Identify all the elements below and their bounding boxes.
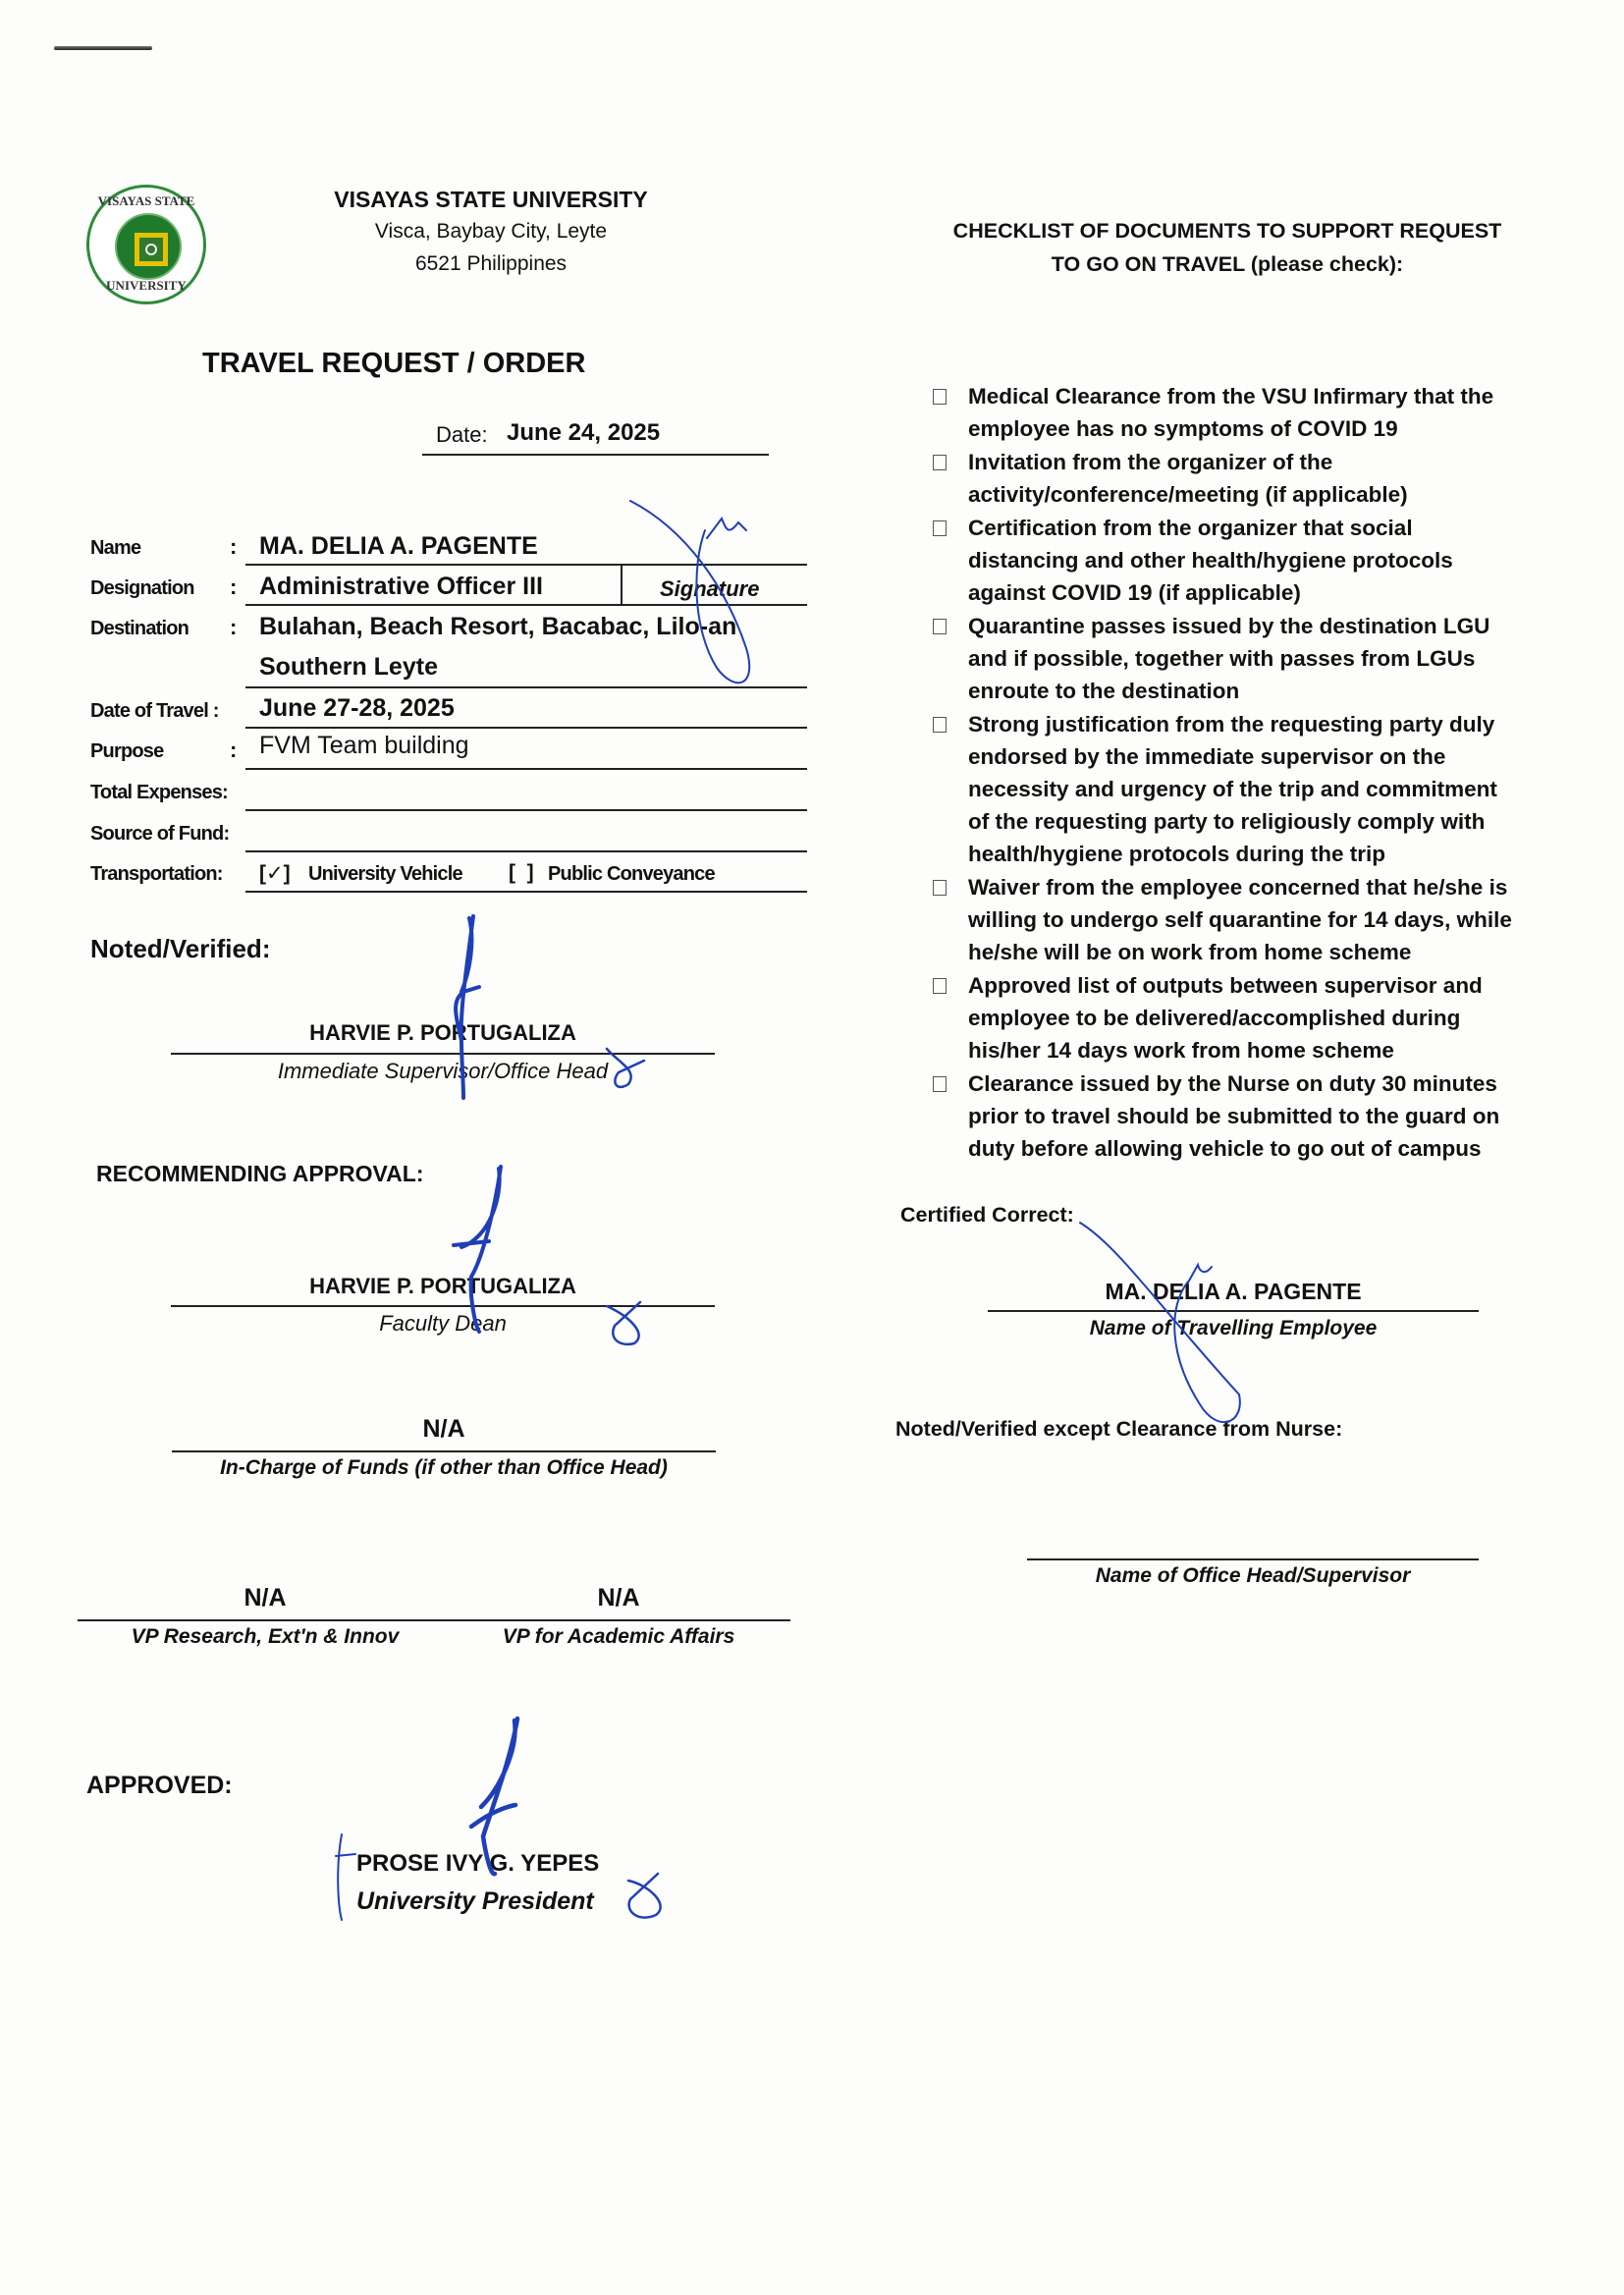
checklist-item-line: Quarantine passes issued by the destination LGU: [968, 614, 1490, 638]
logo-bottom-text: UNIVERSITY: [106, 278, 187, 293]
certified-employee-title: Name of Travelling Employee: [1089, 1317, 1378, 1339]
colon: :: [230, 738, 238, 762]
date-of-travel-label: Date of Travel :: [90, 700, 219, 722]
checklist-item: [968, 1067, 1557, 1165]
checklist-item: [968, 446, 1557, 511]
checklist-checkbox[interactable]: [933, 880, 947, 896]
checklist-item-line: activity/conference/meeting (if applicable): [968, 482, 1408, 507]
vp-research-title: VP Research, Ext'n & Innov: [131, 1625, 400, 1648]
total-expenses-label: Total Expenses:: [90, 782, 228, 803]
checklist-item: [968, 610, 1557, 707]
colon: :: [230, 574, 238, 599]
public-conveyance-checkbox[interactable]: [ ]: [509, 861, 534, 884]
checklist-item: [968, 871, 1557, 968]
checklist-item-line: Clearance issued by the Nurse on duty 30 minutes: [968, 1071, 1497, 1096]
purpose-underline: [245, 768, 807, 770]
staple-mark: [54, 46, 152, 50]
checklist-item: [968, 969, 1557, 1066]
checklist-title-line-1: CHECKLIST OF DOCUMENTS TO SUPPORT REQUEST: [952, 219, 1502, 243]
purpose-field[interactable]: FVM Team building: [259, 732, 469, 759]
checklist-item-line: he/she will be on work from home scheme: [968, 940, 1412, 964]
designation-underline: [245, 604, 807, 606]
designation-label: Designation: [90, 577, 194, 599]
logo-top-text: VISAYAS STATE: [97, 193, 195, 208]
office-head-title: Name of Office Head/Supervisor: [1095, 1564, 1411, 1587]
funds-signature-line: [172, 1450, 716, 1452]
logo-emblem-icon: [135, 233, 168, 266]
noted-signatory-title: Immediate Supervisor/Office Head: [277, 1059, 609, 1083]
checklist-item-line: endorsed by the immediate supervisor on the: [968, 744, 1446, 769]
university-vehicle-checkbox[interactable]: [✓]: [259, 862, 291, 885]
destination-field-line-2[interactable]: Southern Leyte: [259, 653, 438, 681]
president-initial-mark: [336, 1834, 355, 1920]
transportation-label: Transportation:: [90, 863, 223, 885]
university-vehicle-label: University Vehicle: [308, 863, 462, 885]
destination-label: Destination: [90, 618, 189, 639]
recommending-signatory-title: Faculty Dean: [379, 1311, 507, 1336]
checklist-item-line: necessity and urgency of the trip and commitment: [968, 777, 1497, 801]
name-field[interactable]: MA. DELIA A. PAGENTE: [259, 532, 538, 560]
date-value[interactable]: June 24, 2025: [507, 419, 661, 446]
date-of-travel-field[interactable]: June 27-28, 2025: [259, 694, 455, 722]
checklist-item-line: Certification from the organizer that social: [968, 516, 1413, 540]
noted-signature-line: [171, 1053, 715, 1055]
recommending-signatory-name: HARVIE P. PORTUGALIZA: [309, 1274, 576, 1298]
public-conveyance-label: Public Conveyance: [548, 863, 715, 885]
checklist-checkbox[interactable]: [933, 389, 947, 405]
checklist-item-line: Invitation from the organizer of the: [968, 450, 1333, 474]
vp-research-name: N/A: [244, 1584, 287, 1612]
office-head-signature-line: [1027, 1558, 1479, 1560]
checklist-item-line: employee to be delivered/accomplished during: [968, 1006, 1461, 1030]
checklist-item-line: Approved list of outputs between supervisor and: [968, 973, 1483, 998]
university-seal-logo: [86, 185, 206, 304]
checklist-item-line: willing to undergo self quarantine for 14 days, while: [968, 907, 1512, 932]
certified-correct-heading: Certified Correct:: [900, 1203, 1074, 1227]
checklist-checkbox[interactable]: [933, 978, 947, 994]
source-of-fund-underline: [245, 850, 807, 852]
vp-signature-line: [78, 1619, 790, 1621]
checklist-item-line: health/hygiene protocols during the trip: [968, 842, 1386, 866]
recommending-approval-heading: RECOMMENDING APPROVAL:: [96, 1161, 424, 1186]
name-label: Name: [90, 537, 141, 559]
university-name: VISAYAS STATE UNIVERSITY: [334, 187, 648, 212]
checklist-item-line: his/her 14 days work from home scheme: [968, 1038, 1394, 1063]
checklist-item-line: duty before allowing vehicle to go out of campus: [968, 1136, 1482, 1161]
funds-signatory-name: N/A: [422, 1415, 465, 1443]
checklist-item-line: against COVID 19 (if applicable): [968, 580, 1301, 605]
approved-heading: APPROVED:: [86, 1772, 233, 1799]
checklist-checkbox[interactable]: [933, 717, 947, 733]
checklist-checkbox[interactable]: [933, 619, 947, 634]
destination-field-line-1[interactable]: Bulahan, Beach Resort, Bacabac, Lilo-an: [259, 613, 737, 640]
checklist-item-line: Waiver from the employee concerned that he/she is: [968, 875, 1508, 900]
logo-inner-ring: [115, 213, 182, 280]
checklist-item-line: distancing and other health/hygiene protocols: [968, 548, 1453, 573]
certified-employee-name: MA. DELIA A. PAGENTE: [1105, 1279, 1362, 1304]
date-label: Date:: [436, 422, 488, 447]
checklist-item-line: Medical Clearance from the VSU Infirmary that the: [968, 384, 1494, 409]
address-line-2: 6521 Philippines: [414, 252, 568, 275]
date-underline: [422, 454, 769, 456]
checklist-item: [968, 708, 1557, 870]
funds-signatory-title: In-Charge of Funds (if other than Office Head): [220, 1456, 668, 1479]
checklist-item-line: prior to travel should be submitted to the guard on: [968, 1104, 1500, 1128]
president-title: University President: [356, 1887, 594, 1915]
checklist-item-line: of the requesting party to religiously comply with: [968, 809, 1486, 834]
designation-field[interactable]: Administrative Officer III: [259, 573, 543, 600]
total-expenses-underline: [245, 809, 807, 811]
colon: :: [230, 534, 238, 559]
source-of-fund-label: Source of Fund:: [90, 823, 230, 845]
signature-divider: [621, 564, 623, 605]
recommending-signature-line: [171, 1305, 715, 1307]
signature-label: Signature: [660, 576, 760, 601]
address-line-1: Visca, Baybay City, Leyte: [374, 220, 608, 243]
date-of-travel-underline: [245, 727, 807, 729]
checklist-item-line: and if possible, together with passes from LGUs: [968, 646, 1476, 671]
noted-signatory-name: HARVIE P. PORTUGALIZA: [309, 1020, 576, 1045]
checklist-item-line: employee has no symptoms of COVID 19: [968, 416, 1398, 441]
checklist-checkbox[interactable]: [933, 520, 947, 536]
checklist-item: [968, 380, 1557, 445]
purpose-label: Purpose: [90, 740, 164, 762]
checklist-checkbox[interactable]: [933, 455, 947, 470]
checklist-title-line-2: TO GO ON TRAVEL (please check):: [1051, 252, 1404, 276]
colon: :: [230, 615, 238, 639]
form-title: TRAVEL REQUEST / ORDER: [202, 348, 586, 379]
checklist-item: [968, 512, 1557, 609]
transportation-underline: [245, 891, 807, 893]
president-name: PROSE IVY G. YEPES: [356, 1850, 600, 1877]
vp-academic-title: VP for Academic Affairs: [502, 1625, 735, 1648]
checklist-checkbox[interactable]: [933, 1076, 947, 1092]
noted-verified-heading: Noted/Verified:: [90, 934, 271, 963]
nurse-clearance-heading: Noted/Verified except Clearance from Nurse:: [895, 1417, 1343, 1441]
name-underline: [245, 564, 807, 566]
vp-academic-name: N/A: [597, 1584, 640, 1612]
checklist-item-line: Strong justification from the requesting party duly: [968, 712, 1495, 737]
president-initial-loop: [628, 1874, 661, 1918]
destination-underline: [245, 686, 807, 688]
checklist-item-line: enroute to the destination: [968, 679, 1240, 703]
certified-signature-line: [988, 1310, 1479, 1312]
